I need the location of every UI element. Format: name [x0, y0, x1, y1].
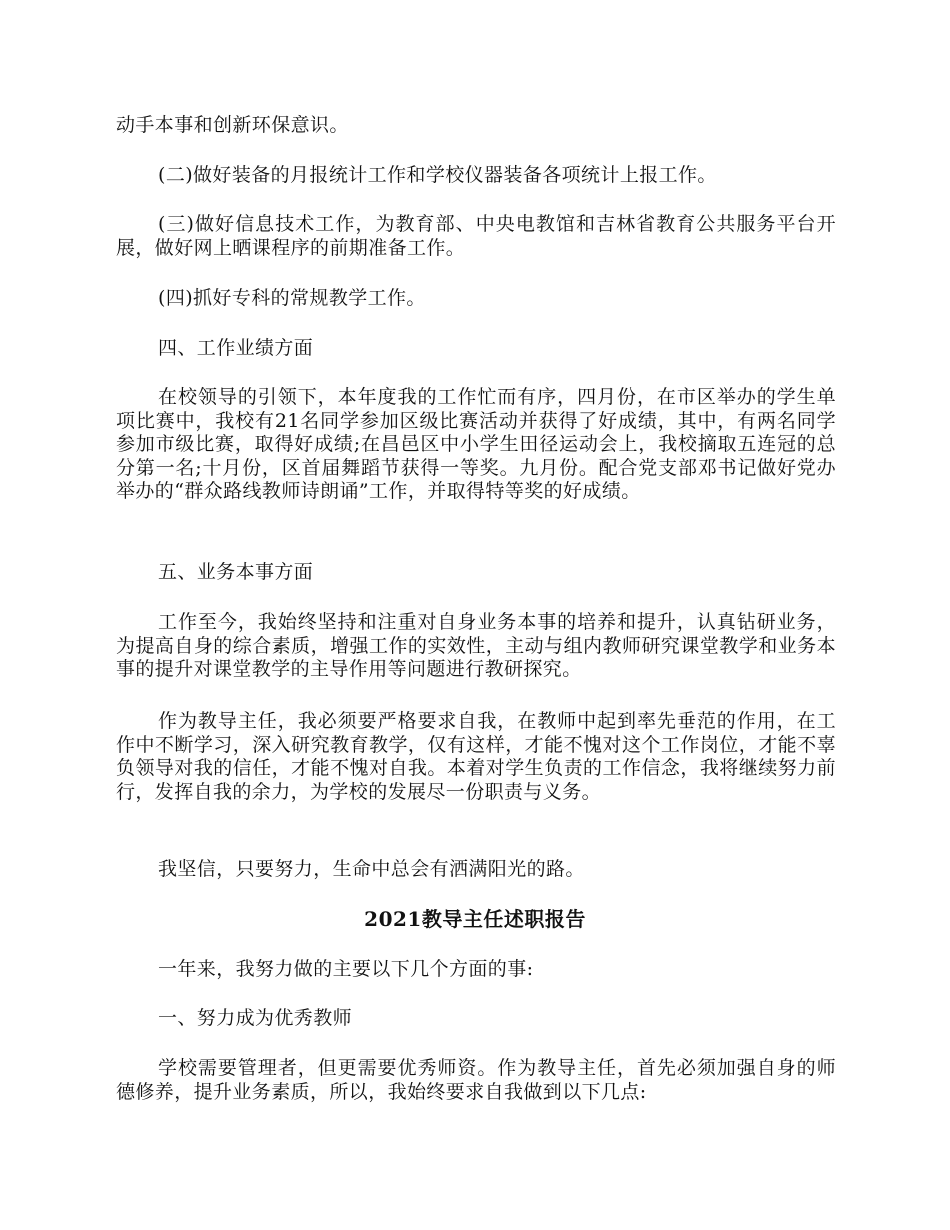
paragraph-business-skills: 工作至今，我始终坚持和注重对自身业务本事的培养和提升，认真钻研业务，为提高自身的综合素质，增强工作的实效性，主动与组内教师研究课堂教学和业务本事的提升对课堂教学的主导作用等问题进行教研探究。 — [116, 611, 836, 680]
heading-excellent-teacher: 一、努力成为优秀教师 — [158, 1007, 353, 1029]
paragraph-item-3: (三)做好信息技术工作，为教育部、中央电教馆和吉林省教育公共服务平台开展，做好网上晒课程序的前期准备工作。 — [116, 213, 836, 259]
paragraph-belief: 我坚信，只要努力，生命中总会有洒满阳光的路。 — [158, 858, 585, 880]
paragraph-intro: 一年来，我努力做的主要以下几个方面的事: — [158, 958, 534, 980]
section-title: 2021教导主任述职报告 — [364, 907, 586, 931]
paragraph-director-duty: 作为教导主任，我必须要严格要求自我，在教师中起到率先垂范的作用，在工作中不断学习，深入研究教育教学，仅有这样，才能不愧对这个工作岗位，才能不辜负领导对我的信任，才能不愧对自我。本着对学生负责的工作信念，我将继续努力前行，发挥自我的余力，为学校的发展尽一份职责与义务。 — [116, 710, 836, 803]
paragraph-teacher-quality: 学校需要管理者，但更需要优秀师资。作为教导主任，首先必须加强自身的师德修养，提升业务素质，所以，我始终要求自我做到以下几点: — [116, 1057, 836, 1103]
heading-work-achievements: 四、工作业绩方面 — [158, 337, 314, 359]
paragraph-item-4: (四)抓好专科的常规教学工作。 — [158, 287, 426, 309]
paragraph-item-2: (二)做好装备的月报统计工作和学校仪器装备各项统计上报工作。 — [158, 164, 717, 186]
paragraph-continuation: 动手本事和创新环保意识。 — [116, 114, 349, 136]
heading-business-skills: 五、业务本事方面 — [158, 561, 314, 583]
paragraph-achievements: 在校领导的引领下，本年度我的工作忙而有序，四月份，在市区举办的学生单项比赛中，我校有21名同学参加区级比赛活动并获得了好成绩，其中，有两名同学参加市级比赛，取得好成绩;在昌邑区中小学生田径运动会上，我校摘取五连冠的总分第一名;十月份，区首届舞蹈节获得一等奖。九月份。配合党支部邓书记做好党办举办的“群众路线教师诗朗诵”工作，并取得特等奖的好成绩。 — [116, 386, 836, 502]
